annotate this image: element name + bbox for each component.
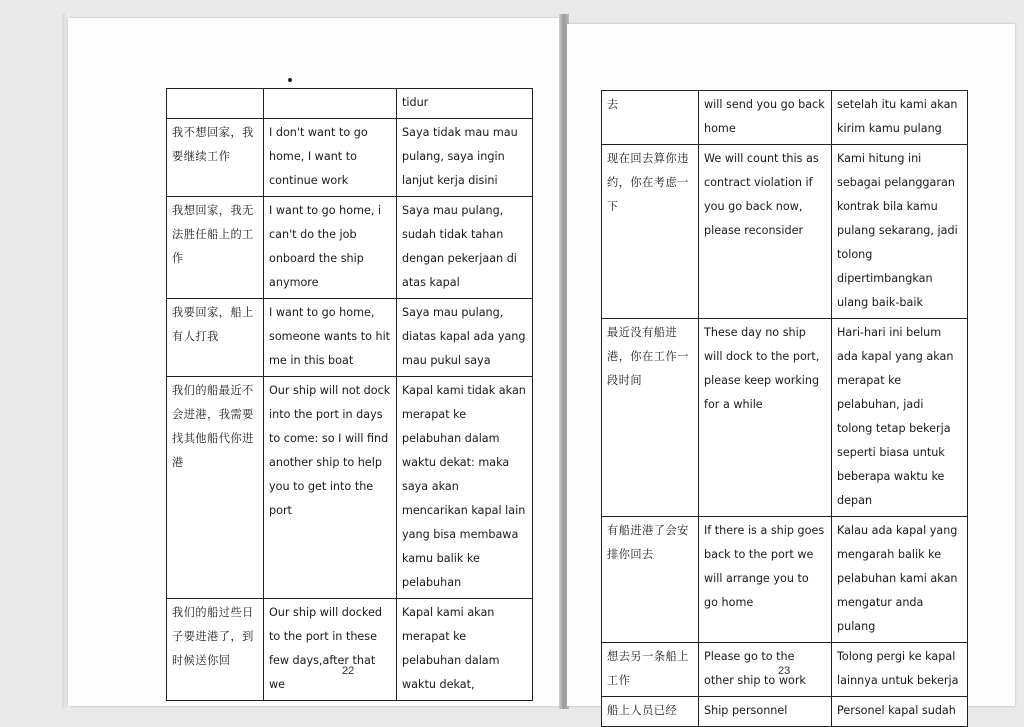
page-number: 22: [342, 665, 355, 677]
phrase-table-left: [166, 88, 533, 701]
indonesian-cell: Saya mau pulang, diatas kapal ada yang mau pukul saya: [397, 299, 533, 377]
english-cell: These day no ship will dock to the port, please keep working for a while: [699, 319, 832, 517]
table-row: [167, 377, 533, 599]
indonesian-cell: Kami hitung ini sebagai pelanggaran kontrak bila kamu pulang sekarang, jadi tolong dipertimbangkan ulang baik-baik: [832, 145, 968, 319]
table-row: [167, 197, 533, 299]
english-cell: I don't want to go home, I want to continue work: [264, 119, 397, 197]
chinese-cell: 船上人员已经: [602, 697, 699, 727]
right-page: [567, 24, 1015, 717]
table-row: [167, 599, 533, 701]
english-cell: I want to go home, someone wants to hit me in this boat: [264, 299, 397, 377]
indonesian-cell: Kalau ada kapal yang mengarah balik ke pelabuhan kami akan mengatur anda pulang: [832, 517, 968, 643]
indonesian-cell: Kapal kami akan merapat ke pelabuhan dalam waktu dekat,: [397, 599, 533, 701]
chinese-cell: [167, 89, 264, 119]
indonesian-cell: Saya mau pulang, sudah tidak tahan dengan pekerjaan di atas kapal: [397, 197, 533, 299]
indonesian-cell: Hari-hari ini belum ada kapal yang akan merapat ke pelabuhan, jadi tolong tetap bekerja seperti biasa untuk beberapa waktu ke depan: [832, 319, 968, 517]
english-cell: Ship personnel: [699, 697, 832, 727]
table-row: [602, 697, 968, 727]
chinese-cell: 最近没有船进港，你在工作一段时间: [602, 319, 699, 517]
table-row: [167, 119, 533, 197]
indonesian-cell: setelah itu kami akan kirim kamu pulang: [832, 91, 968, 145]
indonesian-cell: tidur: [397, 89, 533, 119]
page-number: 23: [778, 665, 791, 677]
chinese-cell: 现在回去算你违约，你在考虑一下: [602, 145, 699, 319]
table-row: [602, 517, 968, 643]
ink-dot: [288, 78, 292, 82]
chinese-cell: 我想回家，我无法胜任船上的工作: [167, 197, 264, 299]
table-row: [602, 145, 968, 319]
table-row: [602, 319, 968, 517]
english-cell: [264, 89, 397, 119]
english-cell: I want to go home, i can't do the job onboard the ship anymore: [264, 197, 397, 299]
chinese-cell: 我不想回家，我要继续工作: [167, 119, 264, 197]
chinese-cell: 我们的船过些日子要进港了，到时候送你回: [167, 599, 264, 701]
chinese-cell: 去: [602, 91, 699, 145]
english-cell: Please go to the other ship to work: [699, 643, 832, 697]
table-row: [602, 91, 968, 145]
chinese-cell: 想去另一条船上工作: [602, 643, 699, 697]
chinese-cell: 我要回家，船上有人打我: [167, 299, 264, 377]
phrase-table-right: [601, 90, 968, 727]
english-cell: Our ship will docked to the port in these few days,after that we: [264, 599, 397, 701]
chinese-cell: 我们的船最近不会进港，我需要找其他船代你进港: [167, 377, 264, 599]
english-cell: If there is a ship goes back to the port we will arrange you to go home: [699, 517, 832, 643]
english-cell: Our ship will not dock into the port in days to come: so I will find another ship to help you to get into the port: [264, 377, 397, 599]
indonesian-cell: Kapal kami tidak akan merapat ke pelabuhan dalam waktu dekat: maka saya akan mencarikan kapal lain yang bisa membawa kamu balik ke pelabuhan: [397, 377, 533, 599]
table-row: [167, 89, 533, 119]
english-cell: will send you go back home: [699, 91, 832, 145]
english-cell: We will count this as contract violation if you go back now, please reconsider: [699, 145, 832, 319]
indonesian-cell: Saya tidak mau mau pulang, saya ingin lanjut kerja disini: [397, 119, 533, 197]
left-page: [68, 18, 561, 706]
table-row: [167, 299, 533, 377]
indonesian-cell: Tolong pergi ke kapal lainnya untuk bekerja: [832, 643, 968, 697]
chinese-cell: 有船进港了会安排你回去: [602, 517, 699, 643]
indonesian-cell: Personel kapal sudah: [832, 697, 968, 727]
